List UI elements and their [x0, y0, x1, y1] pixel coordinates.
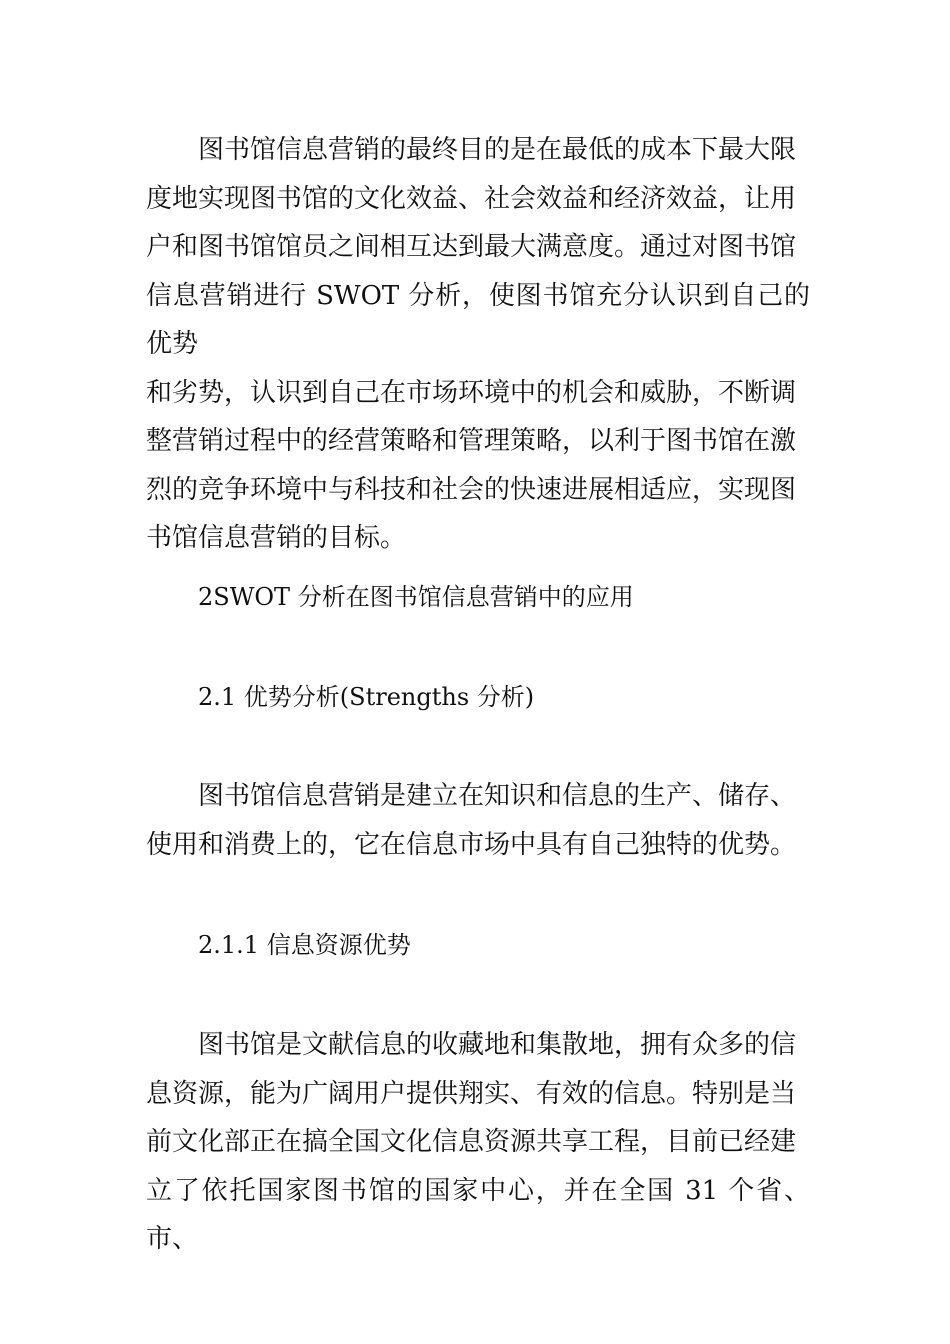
text-line: 整营销过程中的经营策略和管理策略，以利于图书馆在激	[146, 426, 797, 456]
paragraph-resources	[146, 1021, 810, 1264]
paragraph-strengths	[146, 772, 810, 869]
text-line: 图书馆信息营销是建立在知识和信息的生产、储存、	[198, 781, 797, 811]
text-line: 使用和消费上的，它在信息市场中具有自己独特的优势。	[146, 829, 797, 860]
text-line: 烈的竞争环境中与科技和社会的快速进展相适应，实现图	[146, 474, 797, 505]
text-line: 户和图书馆馆员之间相互达到最大满意度。通过对图书馆	[146, 232, 797, 262]
paragraph-goal	[146, 126, 810, 563]
text-line: 息资源，能为广阔用户提供翔实、有效的信息。特别是当	[146, 1078, 797, 1109]
text-line: 图书馆信息营销的最终目的是在最低的成本下最大限	[198, 135, 797, 165]
text-line: 信息营销进行 SWOT 分析，使图书馆充分认识到自己的优势	[146, 280, 810, 359]
section-heading: 2SWOT 分析在图书馆信息营销中的应用	[198, 583, 634, 611]
text-line: 立了依托国家图书馆的国家中心，并在全国 31 个省、市、	[146, 1175, 810, 1254]
text-line: 和劣势，认识到自己在市场环境中的机会和威胁，不断调	[146, 377, 797, 408]
text-line: 书馆信息营销的目标。	[146, 523, 407, 553]
subsubsection-heading: 2.1.1 信息资源优势	[198, 931, 411, 959]
subsection-heading: 2.1 优势分析(Strengths 分析)	[198, 683, 535, 711]
text-line: 图书馆是文献信息的收藏地和集散地，拥有众多的信	[198, 1030, 797, 1060]
text-line: 度地实现图书馆的文化效益、社会效益和经济效益，让用	[146, 183, 797, 214]
text-line: 前文化部正在搞全国文化信息资源共享工程，目前已经建	[146, 1127, 797, 1157]
